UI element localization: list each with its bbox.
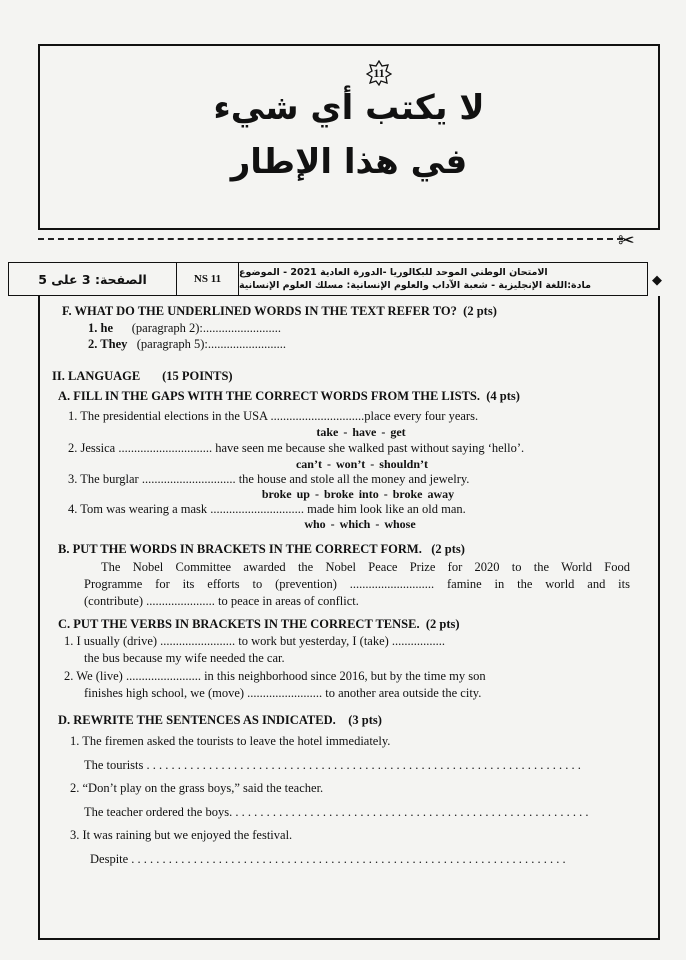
section-c-heading: C. PUT THE VERBS IN BRACKETS IN THE CORRECT TENSE. (2 pts) — [58, 617, 460, 631]
section-a-heading: A. FILL IN THE GAPS WITH THE CORRECT WORDS FROM THE LISTS. (4 pts) — [58, 389, 520, 403]
section-a-item-3: 3. The burglar .............................. the house and stole all the money and jewelry. — [68, 472, 470, 486]
exam-title-line2: مادة:اللغة الإنجليزية - شعبة الآداب والعلوم الإنسانية: مسلك العلوم الإنسانية — [239, 280, 591, 291]
do-not-write-line2: في هذا الإطار — [230, 142, 468, 182]
section-f-item-2: 2. They (paragraph 5):......................... — [88, 337, 287, 351]
section-a-options-1: take - have - get — [316, 425, 406, 439]
section-a-options-4: who - which - whose — [304, 517, 416, 531]
do-not-write-line1: لا يكتب أي شيء — [213, 88, 485, 128]
section-b-heading: B. PUT THE WORDS IN BRACKETS IN THE CORRECT FORM. (2 pts) — [58, 542, 465, 556]
section-f-heading: F. WHAT DO THE UNDERLINED WORDS IN THE TEXT REFER TO? (2 pts) — [62, 304, 497, 318]
exam-header — [8, 262, 648, 296]
exam-code: NS 11 — [177, 263, 239, 295]
section-f-item-1: 1. he (paragraph 2):......................... — [88, 321, 282, 335]
section-d-prompt-2: 2. “Don’t play on the grass boys,” said the teacher. — [70, 781, 324, 795]
badge-number: 11 — [373, 65, 385, 80]
do-not-write-box — [38, 44, 660, 230]
section-b-line-2: Programme for its efforts to (prevention) ........................... famine in the world and its — [84, 577, 630, 591]
section-a-item-2: 2. Jessica .............................. have seen me because she walked past without saying ‘hello’. — [68, 441, 525, 455]
section-a-options-2: can’t - won’t - shouldn’t — [295, 457, 428, 471]
section-d-answer-1: The tourists . . . . . . . . . . . . . . . . . . . . . . . . . . . . . . . . . . . . . . . . . . . . . . . . . . . . . . . . . . . . . . . . . . . . . . — [84, 758, 581, 772]
section-d-prompt-3: 3. It was raining but we enjoyed the festival. — [70, 828, 293, 842]
section-d-heading: D. REWRITE THE SENTENCES AS INDICATED. (3 pts) — [58, 713, 382, 727]
section-d-answer-3: Despite . . . . . . . . . . . . . . . . . . . . . . . . . . . . . . . . . . . . . . . . . . . . . . . . . . . . . . . . . . . . . . . . . . . . . . — [90, 852, 566, 866]
exam-title-line1: الامتحان الوطني الموحد للبكالوريا -الدورة العادية 2021 - الموضوع — [239, 267, 548, 278]
section-a-options-3: broke up - broke into - broke away — [261, 487, 455, 501]
section-c-item-2-line-1: 2. We (live) ........................ in this neighborhood since 2016, but by the time my son — [64, 669, 486, 683]
section-a-item-4: 4. Tom was wearing a mask .............................. made him look like an old man. — [68, 502, 466, 516]
scissors-icon: ✂ — [618, 228, 635, 252]
language-heading: II. LANGUAGE (15 POINTS) — [52, 369, 233, 383]
diamond-icon: ◆ — [652, 272, 662, 287]
section-c-item-1-line-1: 1. I usually (drive) ........................ to work but yesterday, I (take) ................. — [64, 634, 446, 648]
section-a-item-1: 1. The presidential elections in the USA ..............................place every four years. — [68, 409, 479, 423]
section-c-item-2-line-2: finishes high school, we (move) ........................ to another area outside the city. — [84, 686, 482, 700]
exam-title — [239, 263, 649, 295]
page-indicator: الصفحة: 3 على 5 — [9, 263, 177, 295]
section-c-item-1-line-2: the bus because my wife needed the car. — [84, 651, 285, 665]
section-b-line-3: (contribute) ...................... to peace in areas of conflict. — [84, 594, 359, 608]
cut-line — [38, 238, 623, 240]
section-d-prompt-1: 1. The firemen asked the tourists to leave the hotel immediately. — [70, 734, 391, 748]
section-d-answer-2: The teacher ordered the boys. . . . . . . . . . . . . . . . . . . . . . . . . . . . . . . . . . . . . . . . . . . . . . . . . . . . . . . . . . — [84, 805, 589, 819]
section-b-line-1: The Nobel Committee awarded the Nobel Peace Prize for 2020 to the World Food — [101, 560, 630, 574]
star-badge — [366, 60, 392, 86]
